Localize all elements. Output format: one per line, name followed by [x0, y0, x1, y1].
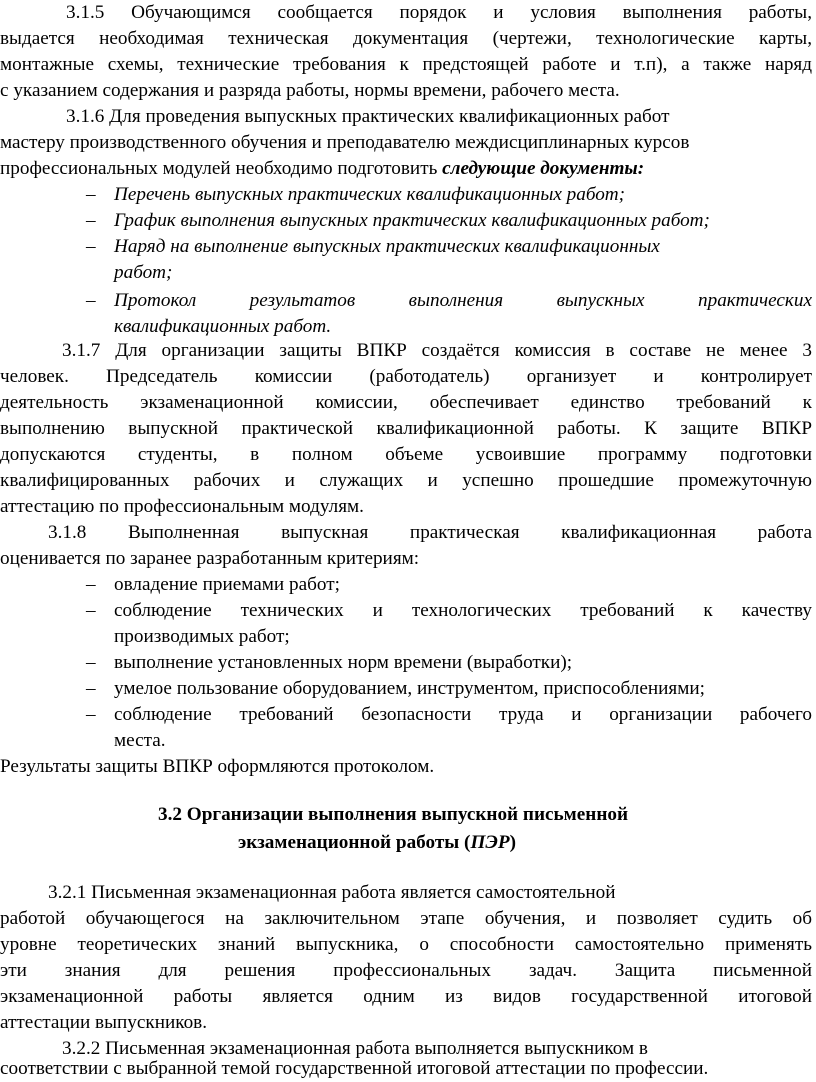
dash-bullet: –: [86, 236, 96, 257]
heading-line: 3.2 Организации выполнения выпускной письменной: [158, 804, 629, 825]
text-line: оценивается по заранее разработанным критериям:: [0, 548, 420, 569]
list-item: [0, 234, 816, 260]
heading-abbrev: ПЭР: [470, 832, 510, 853]
text-line: монтажные схемы, технические требования к предстоящей работе и т.п), а также наряд: [0, 54, 812, 75]
list-item-text: производимых работ;: [114, 626, 290, 647]
list-item: [0, 650, 816, 676]
list-item-text: места.: [114, 730, 166, 751]
text-line: 3.2.1 Письменная экзаменационная работа является самостоятельной: [48, 882, 616, 903]
list-item-continuation: [0, 314, 816, 340]
list-item-text: Протокол результатов выполнения выпускных практических: [114, 290, 812, 311]
text-line: 3.1.5 Обучающимся сообщается порядок и условия выполнения работы,: [66, 2, 812, 23]
dash-bullet: –: [86, 600, 96, 621]
list-item-continuation: [0, 624, 816, 650]
heading-text: ): [509, 832, 516, 853]
list-item: [0, 676, 816, 702]
result-text: Результаты защиты ВПКР оформляются протоколом.: [0, 756, 435, 777]
list-item-text: работ;: [114, 262, 173, 283]
list-item-text: График выполнения выпускных практических квалификационных работ;: [114, 210, 710, 231]
list-item-continuation: [0, 260, 816, 286]
text-line: соответствии с выбранной темой государственной итоговой аттестации по профессии.: [0, 1058, 709, 1079]
text-line: деятельность экзаменационной комиссии, обеспечивает единство требований к: [0, 392, 812, 413]
text-line: мастеру производственного обучения и преподавателю междисциплинарных курсов: [0, 132, 690, 153]
text-line: 3.1.6 Для проведения выпускных практических квалификационных работ: [66, 106, 670, 127]
list-item: [0, 288, 816, 314]
text-line: 3.1.7 Для организации защиты ВПКР создаётся комиссия в составе не менее 3: [62, 340, 812, 361]
text-line: аттестации выпускников.: [0, 1012, 208, 1033]
dash-bullet: –: [86, 574, 96, 595]
emphasis-text: следующие документы:: [442, 158, 645, 179]
text-line: выдается необходимая техническая документация (чертежи, технологические карты,: [0, 28, 812, 49]
heading-line: [238, 830, 516, 856]
list-item-text: соблюдение технических и технологических требований к качеству: [114, 600, 812, 621]
text-line: 3.1.8 Выполненная выпускная практическая квалификационная работа: [48, 522, 812, 543]
text-line: уровне теоретических знаний выпускника, о способности самостоятельно применять: [0, 934, 812, 955]
list-item-text: овладение приемами работ;: [114, 574, 340, 595]
text-line: человек. Председатель комиссии (работодатель) организует и контролирует: [0, 366, 812, 387]
dash-bullet: –: [86, 290, 96, 311]
text-line: допускаются студенты, в полном объеме усвоившие программу подготовки: [0, 444, 812, 465]
text-line: [0, 156, 644, 182]
list-item: [0, 182, 816, 208]
text-line: квалифицированных рабочих и служащих и успешно прошедшие промежуточную: [0, 470, 812, 491]
heading-text: экзаменационной работы (: [238, 832, 471, 853]
list-item-text: Перечень выпускных практических квалификационных работ;: [114, 184, 626, 205]
dash-bullet: –: [86, 704, 96, 725]
text-line: выполнению выпускной практической квалификационной работы. К защите ВПКР: [0, 418, 812, 439]
list-item: [0, 208, 816, 234]
dash-bullet: –: [86, 652, 96, 673]
list-item-text: умелое пользование оборудованием, инструментом, приспособлениями;: [114, 678, 705, 699]
text-line: 3.2.2 Письменная экзаменационная работа выполняется выпускником в: [62, 1038, 648, 1059]
text-line: аттестацию по профессиональным модулям.: [0, 496, 364, 517]
list-item: [0, 702, 816, 728]
list-item: [0, 598, 816, 624]
dash-bullet: –: [86, 210, 96, 231]
list-item-text: соблюдение требований безопасности труда и организации рабочего: [114, 704, 812, 725]
text-line: с указанием содержания и разряда работы, нормы времени, рабочего места.: [0, 80, 620, 101]
text-span: профессиональных модулей необходимо подготовить: [0, 158, 443, 179]
dash-bullet: –: [86, 184, 96, 205]
list-item-text: выполнение установленных норм времени (выработки);: [114, 652, 573, 673]
text-line: эти знания для решения профессиональных задач. Защита письменной: [0, 960, 812, 981]
list-item-text: Наряд на выполнение выпускных практических квалификационных: [114, 236, 660, 257]
list-item-continuation: [0, 728, 816, 754]
text-line: работой обучающегося на заключительном этапе обучения, и позволяет судить об: [0, 908, 812, 929]
dash-bullet: –: [86, 678, 96, 699]
list-item-text: квалификационных работ.: [114, 316, 332, 337]
text-line: экзаменационной работы является одним из видов государственной итоговой: [0, 986, 812, 1007]
list-item: [0, 572, 816, 598]
